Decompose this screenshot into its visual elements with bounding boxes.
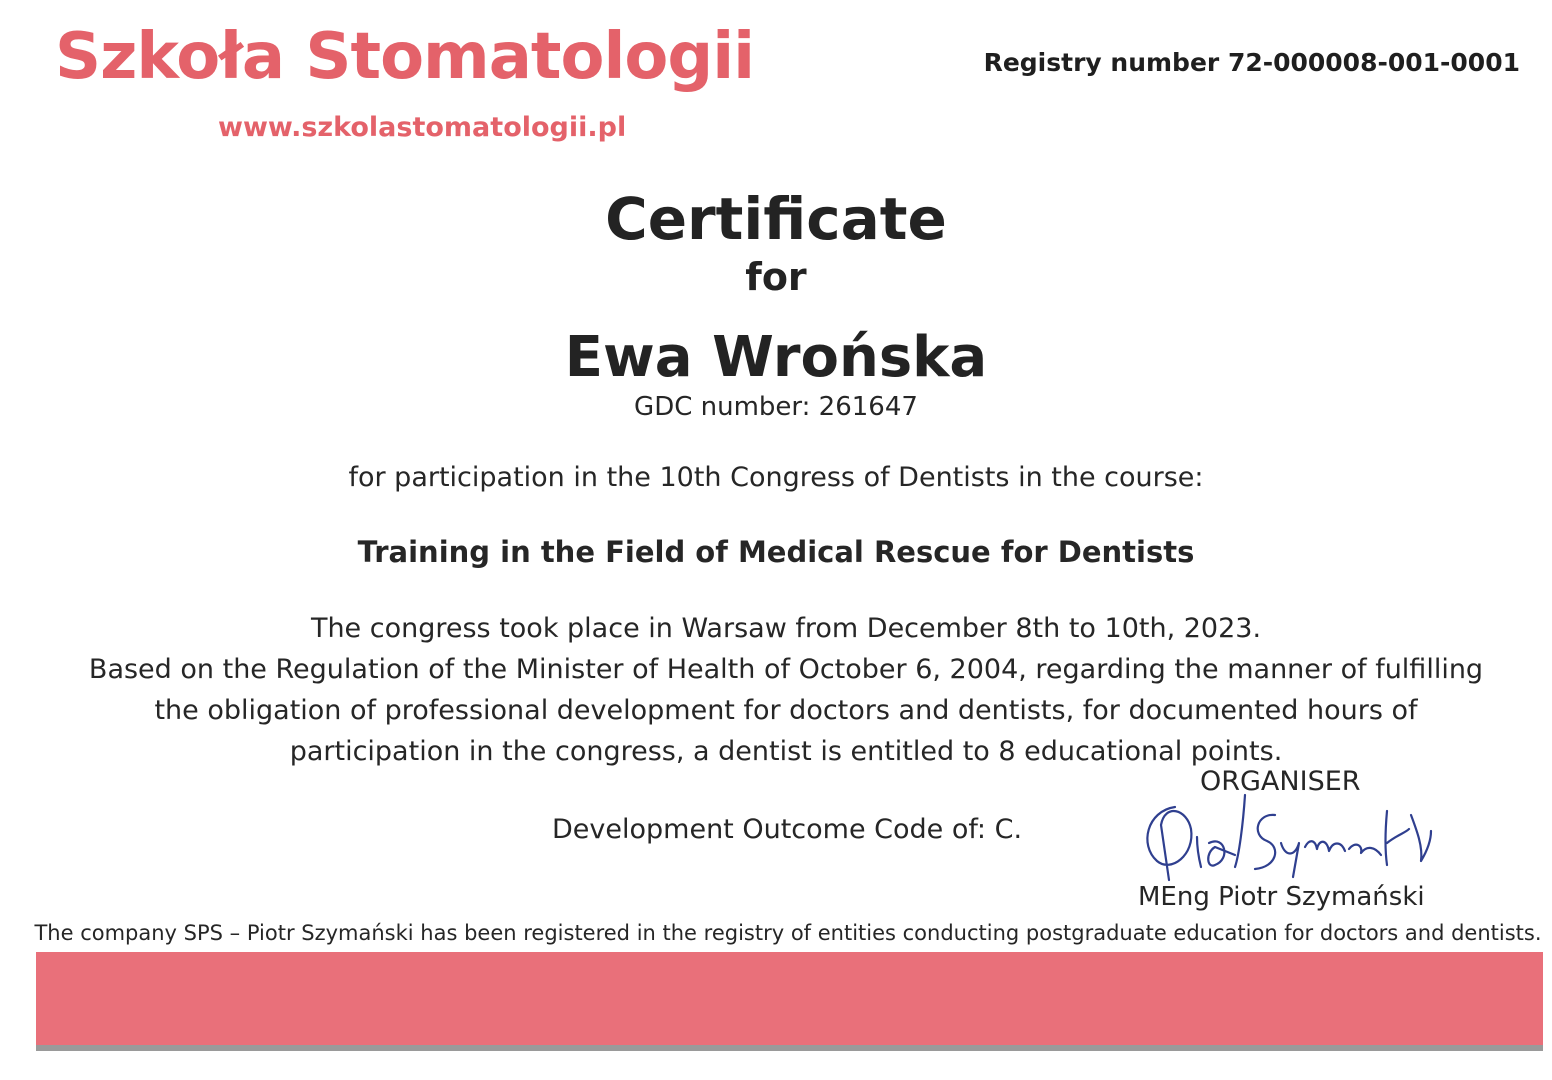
participation-statement: for participation in the 10th Congress of Dentists in the course: xyxy=(348,462,1204,493)
points-line: participation in the congress, a dentist is entitled to 8 educational points. xyxy=(289,736,1283,767)
decorative-footer-band xyxy=(36,952,1543,1045)
congress-dates-line: The congress took place in Warsaw from December 8th to 10th, 2023. xyxy=(310,613,1262,644)
school-website: www.szkolastomatologii.pl xyxy=(218,112,627,143)
development-outcome-code: Development Outcome Code of: C. xyxy=(552,814,1023,845)
signature-image xyxy=(1135,785,1435,885)
signature-text: Piotr Szymański xyxy=(1135,785,1143,786)
organiser-label: ORGANISER xyxy=(1200,766,1361,797)
school-logo-title: Szkoła Stomatologii xyxy=(55,20,755,94)
registry-number: Registry number 72-000008-001-0001 xyxy=(983,48,1520,77)
registration-note: The company SPS – Piotr Szymański has been registered in the registry of entities conducting postgraduate education for doctors and dentists. xyxy=(34,921,1542,945)
certificate-details xyxy=(76,608,1496,772)
signer-name: MEng Piotr Szymański xyxy=(1138,882,1425,912)
obligation-line: the obligation of professional development for doctors and dentists, for documented hours of xyxy=(154,695,1418,726)
certificate-for-label: for xyxy=(745,255,807,299)
gdc-number: GDC number: 261647 xyxy=(634,392,918,422)
recipient-name: Ewa Wrońska xyxy=(564,325,988,390)
course-title: Training in the Field of Medical Rescue for Dentists xyxy=(357,535,1195,569)
certificate-title: Certificate xyxy=(605,185,947,253)
decorative-footer-line xyxy=(36,1045,1543,1051)
regulation-line: Based on the Regulation of the Minister of Health of October 6, 2004, regarding the manner of fulfilling xyxy=(88,654,1484,685)
